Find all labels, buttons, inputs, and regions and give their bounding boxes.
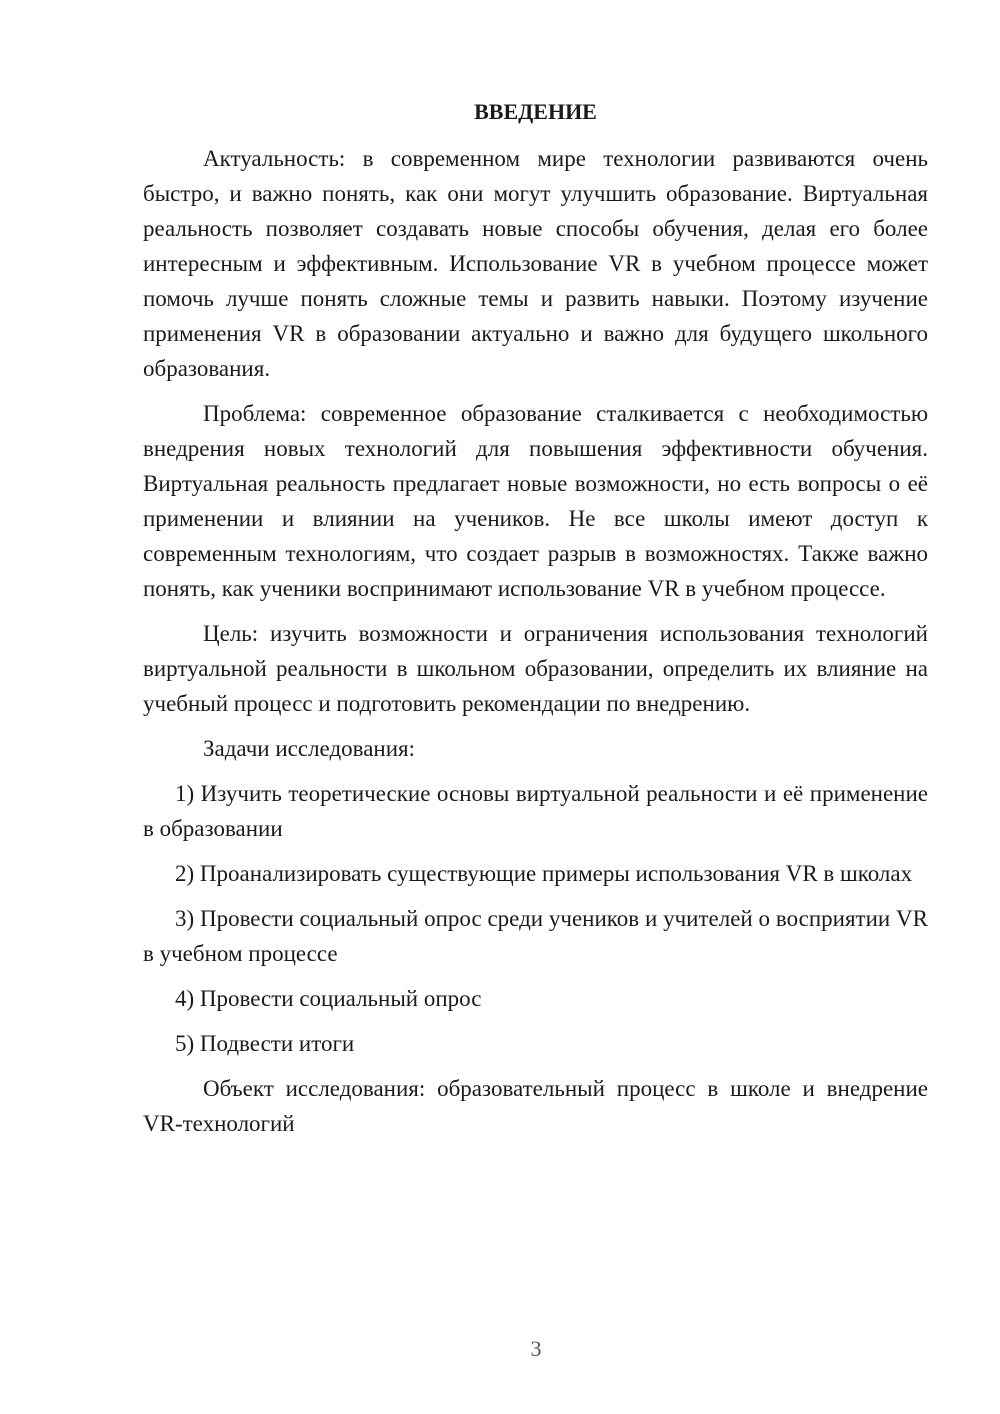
task-item-2: 2) Проанализировать существующие примеры использования VR в школах <box>175 861 913 886</box>
paragraph-problem: Проблема: современное образование сталкивается с необходимостью внедрения новых технологий для повышения эффективности обучения. Виртуальная реальность предлагает новые возможности, но есть вопросы о её применении и влиянии на учеников. Не все школы имеют доступ к современным технологиям, что создает разрыв в возможностях. Также важно понять, как ученики воспринимают использование VR в учебном процессе. <box>143 401 928 601</box>
page-content <box>143 94 928 1151</box>
tasks-heading: Задачи исследования: <box>203 736 416 761</box>
paragraph-object: Объект исследования: образовательный процесс в школе и внедрение VR-технологий <box>143 1076 928 1136</box>
task-item-3: 3) Провести социальный опрос среди учеников и учителей о восприятии VR в учебном процессе <box>143 906 928 966</box>
paragraph-goal: Цель: изучить возможности и ограничения использования технологий виртуальной реальности в школьном образовании, определить их влияние на учебный процесс и подготовить рекомендации по внедрению. <box>143 621 928 716</box>
task-item-5: 5) Подвести итоги <box>175 1031 355 1056</box>
page-number: 3 <box>530 1336 542 1361</box>
paragraph-relevance: Актуальность: в современном мире технологии развиваются очень быстро, и важно понять, как они могут улучшить образование. Виртуальная реальность позволяет создавать новые способы обучения, делая его более интересным и эффективным. Использование VR в учебном процессе может помочь лучше понять сложные темы и развить навыки. Поэтому изучение применения VR в образовании актуально и важно для будущего школьного образования. <box>143 146 928 381</box>
page-title: ВВЕДЕНИЕ <box>474 99 597 124</box>
task-item-4: 4) Провести социальный опрос <box>175 986 482 1011</box>
task-item-1: 1) Изучить теоретические основы виртуальной реальности и её применение в образовании <box>143 781 928 841</box>
